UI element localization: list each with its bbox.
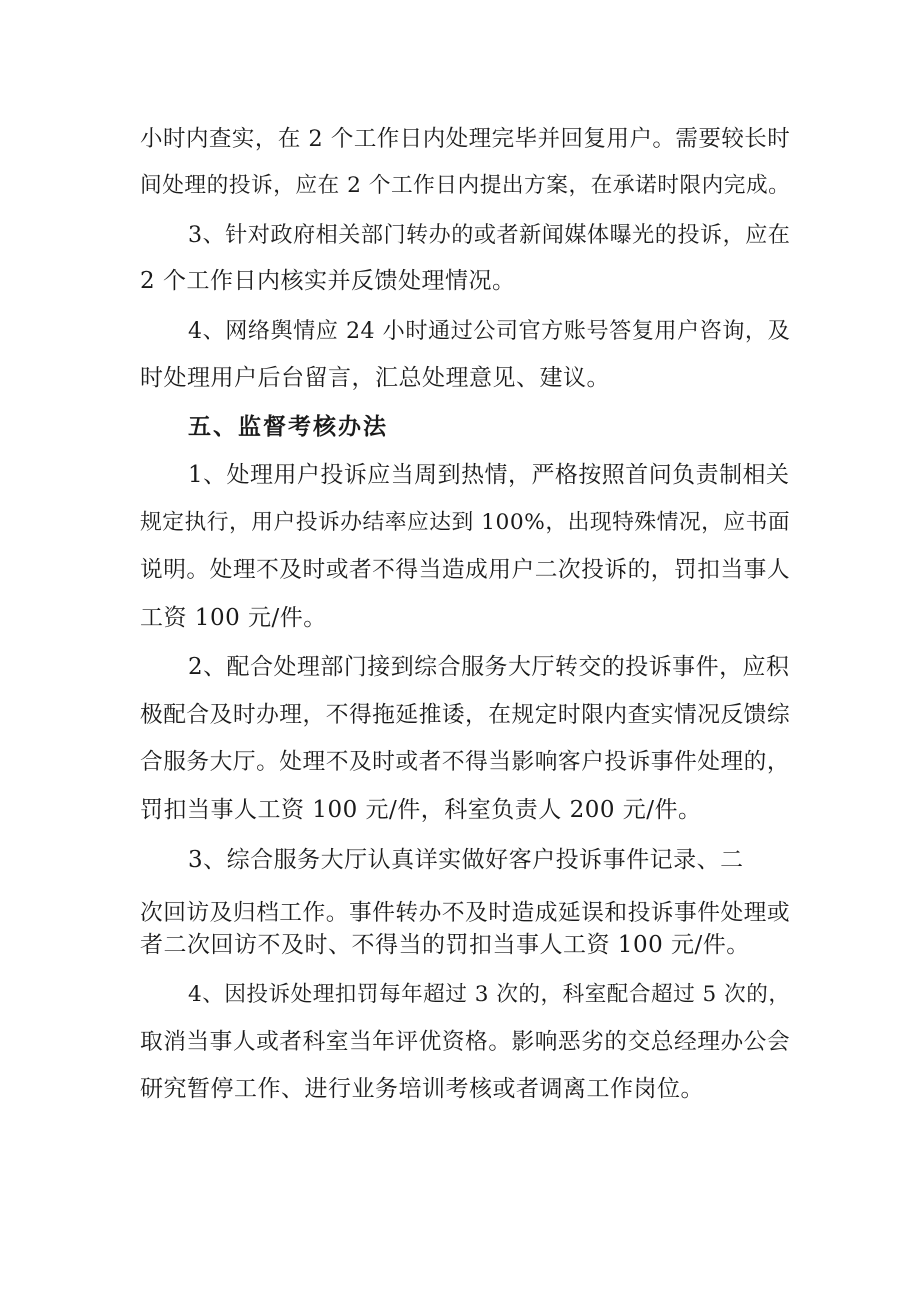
paragraph-line: 4、网络舆情应 24 小时通过公司官方账号答复用户咨询，及 — [188, 318, 791, 344]
paragraph-line: 3、针对政府相关部门转办的或者新闻媒体曝光的投诉，应在 — [188, 222, 791, 248]
paragraph-line: 4、因投诉处理扣罚每年超过 3 次的，科室配合超过 5 次的， — [188, 982, 791, 1007]
paragraph-line: 次回访及归档工作。事件转办不及时造成延误和投诉事件处理或 — [140, 900, 791, 926]
paragraph-line: 研究暂停工作、进行业务培训考核或者调离工作岗位。 — [140, 1076, 704, 1102]
paragraph-line: 2 个工作日内核实并反馈处理情况。 — [140, 268, 516, 294]
paragraph-line: 说明。处理不及时或者不得当造成用户二次投诉的，罚扣当事人 — [140, 557, 791, 583]
paragraph-line: 规定执行，用户投诉办结率应达到 100%，出现特殊情况，应书面 — [140, 510, 791, 535]
paragraph-line: 合服务大厅。处理不及时或者不得当影响客户投诉事件处理的， — [140, 749, 791, 775]
paragraph-line: 时处理用户后台留言，汇总处理意见、建议。 — [140, 365, 610, 391]
paragraph-line: 工资 100 元/件。 — [140, 605, 327, 631]
paragraph-line: 间处理的投诉，应在 2 个工作日内提出方案，在承诺时限内完成。 — [140, 173, 791, 198]
paragraph-line: 极配合及时办理，不得拖延推诿，在规定时限内查实情况反馈综 — [140, 702, 791, 728]
paragraph-line: 1、处理用户投诉应当周到热情，严格按照首问负责制相关 — [188, 462, 790, 488]
paragraph-line: 小时内查实，在 2 个工作日内处理完毕并回复用户。需要较长时 — [140, 126, 791, 152]
paragraph-line: 2、配合处理部门接到综合服务大厅转交的投诉事件，应积 — [188, 654, 790, 680]
section-heading: 五、监督考核办法 — [188, 414, 388, 440]
paragraph-line: 者二次回访不及时、不得当的罚扣当事人工资 100 元/件。 — [140, 932, 750, 958]
paragraph-line: 罚扣当事人工资 100 元/件，科室负责人 200 元/件。 — [140, 797, 702, 823]
paragraph-line: 取消当事人或者科室当年评优资格。影响恶劣的交总经理办公会 — [140, 1029, 791, 1055]
paragraph-line: 3、综合服务大厅认真详实做好客户投诉事件记录、二 — [188, 847, 744, 873]
